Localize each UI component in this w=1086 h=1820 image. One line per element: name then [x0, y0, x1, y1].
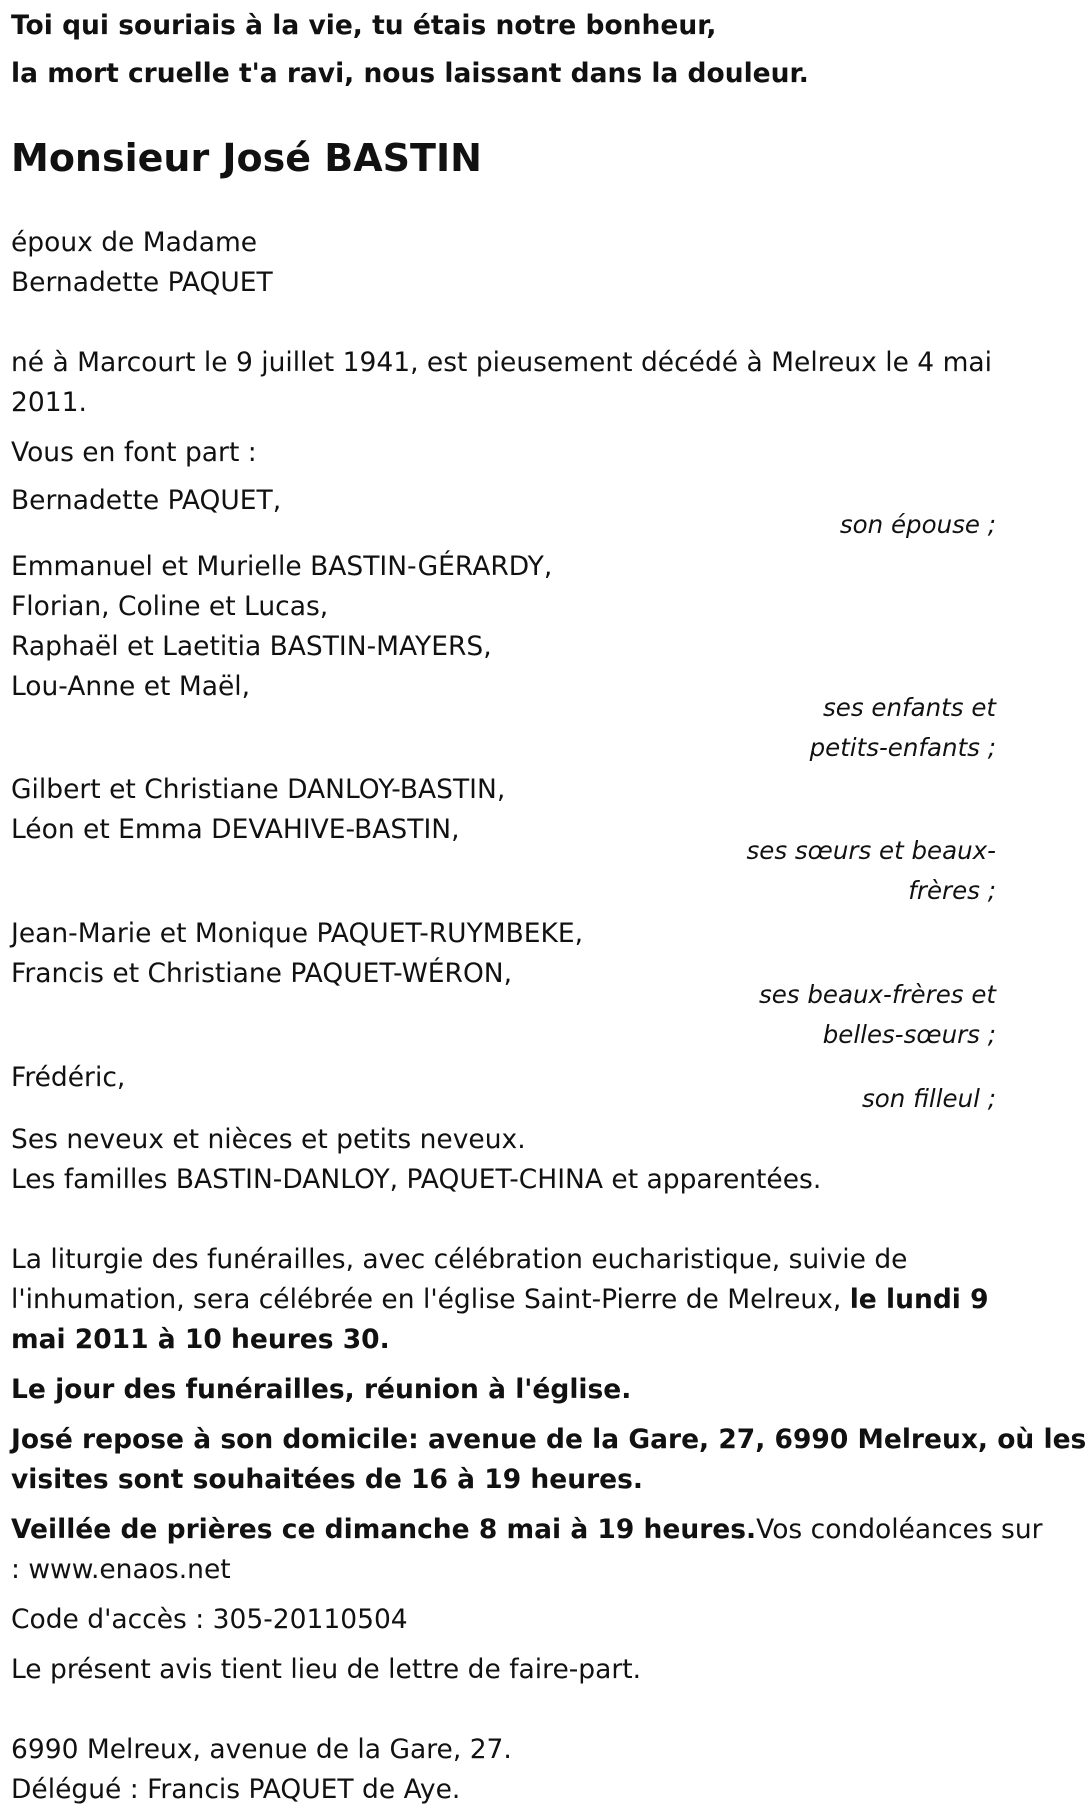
poem-line-1: Toi qui souriais à la vie, tu étais notre bonheur,	[11, 10, 717, 41]
deceased-name: Monsieur José BASTIN	[11, 136, 482, 180]
family-sisters-role-1: ses sœurs et beaux-	[746, 836, 996, 865]
website-link[interactable]: : www.enaos.net	[11, 1554, 231, 1585]
family-sisters-role-2: frères ;	[908, 876, 996, 905]
rest-line-2: visites sont souhaitées de 16 à 19 heures.	[11, 1464, 643, 1495]
family-inlaws-role-1: ses beaux-frères et	[758, 980, 996, 1009]
birth-line-2: 2011.	[11, 387, 87, 418]
family-wife-role: son épouse ;	[839, 510, 996, 539]
vigil-line	[11, 1510, 1043, 1550]
family-inlaws-name-1: Jean-Marie et Monique PAQUET-RUYMBEKE,	[11, 918, 584, 949]
family-children-role-2: petits-enfants ;	[809, 733, 996, 762]
family-children-name-2: Florian, Coline et Lucas,	[11, 591, 329, 622]
funeral-gathering: Le jour des funérailles, réunion à l'église.	[11, 1374, 632, 1405]
spouse-line-1: époux de Madame	[11, 227, 258, 258]
family-others-line-1: Ses neveux et nièces et petits neveux.	[11, 1124, 526, 1155]
notice-text: Le présent avis tient lieu de lettre de faire-part.	[11, 1654, 642, 1685]
family-sisters-name-1: Gilbert et Christiane DANLOY-BASTIN,	[11, 774, 506, 805]
family-inlaws-name-2: Francis et Christiane PAQUET-WÉRON,	[11, 958, 513, 989]
address-line-2: Délégué : Francis PAQUET de Aye.	[11, 1774, 461, 1805]
condolences-text: Vos condoléances sur	[756, 1514, 1043, 1545]
family-others-line-2: Les familles BASTIN-DANLOY, PAQUET-CHINA et apparentées.	[11, 1164, 822, 1195]
address-line-1: 6990 Melreux, avenue de la Gare, 27.	[11, 1734, 512, 1765]
vigil-text: Veillée de prières ce dimanche 8 mai à 19 heures.	[11, 1514, 757, 1545]
spouse-line-2: Bernadette PAQUET	[11, 267, 273, 298]
family-inlaws-role-2: belles-sœurs ;	[822, 1020, 996, 1049]
family-godson-name: Frédéric,	[11, 1062, 126, 1093]
funeral-line-2-regular: l'inhumation, sera célébrée en l'église Saint-Pierre de Melreux,	[11, 1284, 850, 1315]
funeral-date-time: mai 2011 à 10 heures 30.	[11, 1324, 390, 1355]
family-children-name-4: Lou-Anne et Maël,	[11, 671, 251, 702]
family-sisters-name-2: Léon et Emma DEVAHIVE-BASTIN,	[11, 814, 460, 845]
family-children-name-3: Raphaël et Laetitia BASTIN-MAYERS,	[11, 631, 492, 662]
funeral-line-1: La liturgie des funérailles, avec célébration eucharistique, suivie de	[11, 1244, 908, 1275]
funeral-line-2	[11, 1280, 989, 1320]
funeral-date-start: le lundi 9	[849, 1284, 989, 1315]
birth-line-1: né à Marcourt le 9 juillet 1941, est pieusement décédé à Melreux le 4 mai	[11, 347, 993, 378]
family-children-name-1: Emmanuel et Murielle BASTIN-GÉRARDY,	[11, 551, 553, 582]
access-code: Code d'accès : 305-20110504	[11, 1604, 408, 1635]
family-children-role-1: ses enfants et	[823, 693, 996, 722]
family-wife-name: Bernadette PAQUET,	[11, 485, 282, 516]
rest-line-1: José repose à son domicile: avenue de la Gare, 27, 6990 Melreux, où les	[11, 1424, 1086, 1455]
poem-line-2: la mort cruelle t'a ravi, nous laissant dans la douleur.	[11, 58, 809, 89]
announce-text: Vous en font part :	[11, 437, 257, 468]
family-godson-role: son filleul ;	[862, 1084, 996, 1113]
